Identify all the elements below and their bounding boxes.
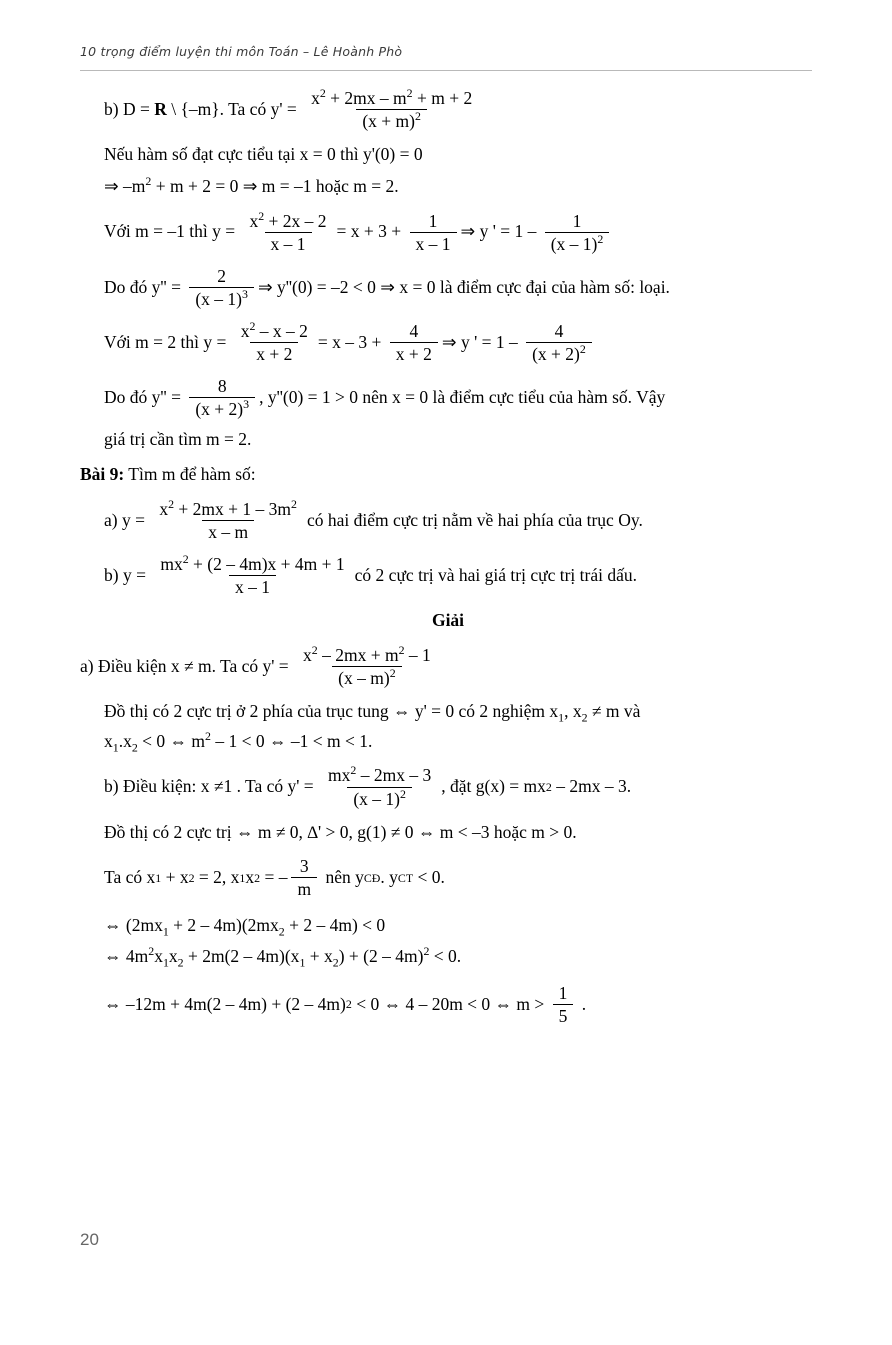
text-sol-b-l5-sub2: 2 bbox=[177, 955, 184, 970]
solution-heading: Giải bbox=[431, 610, 465, 631]
f12-num-b: – 2mx + m bbox=[317, 644, 399, 665]
solution-b-line-6: ⇔ –12m + 4m(2 – 4m) + (2 – 4m) 2 < 0 ⇔ 4 – 20m < 0 ⇔ m > $\frac{1}{5}$ . bbox=[104, 982, 587, 1026]
f9-den-a: (x + 2) bbox=[195, 399, 244, 420]
text-sol-b-l6-a: ⇔ –12m + 4m(2 – 4m) + (2 – 4m) bbox=[104, 993, 346, 1014]
text-sol-b-l4-sub2: 2 bbox=[278, 924, 285, 938]
text-case-m-2-mid2: ⇒ y ' = 1 – bbox=[441, 331, 523, 352]
frac1-num-c: + m + 2 bbox=[412, 88, 473, 108]
text-sol-b-l6-c: . bbox=[577, 993, 587, 1014]
text-sol-a-l2-sup: 2 bbox=[205, 728, 211, 743]
frac1-num-a-sup: 2 bbox=[319, 86, 326, 101]
solution-b-line-4 bbox=[80, 914, 816, 938]
exercise-9-part-b bbox=[80, 554, 816, 597]
text-sol-a-l2-c: < 0 ⇔ m bbox=[137, 730, 206, 751]
text-q-b-pre: b) y = bbox=[104, 564, 151, 585]
frac1-num-b: + 2mx – m bbox=[325, 88, 407, 108]
solution-b-line-3: Ta có x 1 + x 2 = 2, x 1 x 2 = – $\frac{3}{m}$ nên y CĐ . y CT < 0. bbox=[104, 856, 445, 900]
f13-num-sup: 2 bbox=[350, 763, 357, 778]
text-sol-a-l1-b: , x bbox=[564, 701, 582, 722]
fraction-one-over-x-minus-1-sq bbox=[545, 211, 610, 254]
text-sol-b-l6-b: < 0 ⇔ 4 – 20m < 0 ⇔ m > bbox=[351, 993, 549, 1014]
text-sol-b-l3-d: x bbox=[245, 867, 255, 888]
f2-den: x – 1 bbox=[265, 232, 312, 254]
fraction-y-m-2 bbox=[235, 321, 314, 364]
solution-b-line-5 bbox=[80, 945, 816, 969]
paragraph-second-derivative-1 bbox=[80, 266, 816, 309]
f5-den-a: (x – 1) bbox=[195, 288, 242, 309]
f4-den-a: (x – 1) bbox=[550, 233, 598, 254]
f13-num-b: – 2mx – 3 bbox=[356, 765, 432, 786]
f4-num: 1 bbox=[572, 210, 582, 231]
f8-num: 4 bbox=[554, 321, 564, 341]
exercise-9-text: Tìm m để hàm số: bbox=[124, 464, 256, 485]
f10-den: x – m bbox=[202, 520, 254, 542]
f10-num-sup2: 2 bbox=[291, 496, 297, 511]
f2-num-a: x bbox=[249, 210, 259, 231]
text-sol-a-l2-b: .x bbox=[118, 730, 132, 751]
text-sol-b-l5-sub1: 1 bbox=[162, 955, 169, 970]
f3-den: x – 1 bbox=[410, 232, 457, 254]
text-case-m-2-pre: Với m = 2 thì y = bbox=[104, 331, 231, 352]
paragraph-b-domain bbox=[80, 88, 816, 131]
text-case-m-2-mid: = x – 3 + bbox=[317, 331, 386, 352]
f11-den: x – 1 bbox=[229, 575, 276, 597]
text-sol-b-l4-c: + 2 – 4m) < 0 bbox=[284, 914, 386, 935]
f7-den: x + 2 bbox=[390, 342, 438, 364]
f10-num-a: x bbox=[159, 498, 169, 519]
f15-den: 5 bbox=[553, 1004, 574, 1026]
paragraph-extreme-condition bbox=[80, 143, 816, 167]
f13-num-a: mx bbox=[328, 765, 351, 786]
f5-den-sup: 3 bbox=[241, 287, 248, 302]
fraction-three-over-m bbox=[291, 856, 317, 899]
f12-num-c: – 1 bbox=[404, 644, 431, 665]
text-sol-a-l2-sub2: 2 bbox=[131, 740, 138, 755]
text-q-a-pre: a) y = bbox=[104, 509, 150, 530]
text-sol-b-l4-b: + 2 – 4m)(2mx bbox=[168, 914, 279, 935]
exercise-9-heading bbox=[80, 463, 816, 487]
text-sol-b-l3-c: = 2, x bbox=[194, 867, 240, 888]
text-sol-a-l1-a: Đồ thị có 2 cực trị ở 2 phía của trục tung ⇔ y' = 0 có 2 nghiệm x bbox=[104, 701, 559, 722]
frac1-den-a: (x + m) bbox=[362, 111, 415, 132]
text-real-set: R bbox=[154, 98, 167, 119]
f5-num: 2 bbox=[217, 265, 226, 286]
text-solve-b: + m + 2 = 0 ⇒ m = –1 hoặc m = 2. bbox=[151, 175, 399, 196]
solution-b-line-2 bbox=[80, 821, 816, 845]
text-sol-b-l5-sup2: 2 bbox=[423, 944, 430, 959]
text-sol-b-l5-b: x bbox=[154, 946, 163, 967]
text-sol-b-l3-e: = bbox=[260, 867, 279, 888]
text-doday-post: ⇒ y''(0) = –2 < 0 ⇒ x = 0 là điểm cực đại của hàm số: loại. bbox=[257, 276, 670, 297]
text-sol-b-l3-a: Ta có x bbox=[104, 867, 156, 888]
text-sol-b-l5-sub3: 1 bbox=[299, 955, 306, 970]
f11-num-a: mx bbox=[160, 554, 183, 574]
f9-num: 8 bbox=[217, 376, 227, 397]
fraction-second-derivative-1 bbox=[189, 266, 254, 309]
f14-den: m bbox=[291, 877, 317, 899]
text-sol-b-l5-sub4: 2 bbox=[332, 955, 339, 970]
text-doday-pre: Do đó y'' = bbox=[104, 276, 186, 297]
solution-heading-wrap bbox=[80, 609, 816, 633]
fraction-four-over-x-plus-2 bbox=[390, 321, 438, 364]
text-case-m-neg1-pre: Với m = –1 thì y = bbox=[104, 221, 240, 242]
text-sol-b-l2: Đồ thị có 2 cực trị ⇔ m ≠ 0, ∆' > 0, g(1) ≠ 0 ⇔ m < –3 hoặc m > 0. bbox=[104, 821, 577, 842]
text-sol-a-l1-sub1: 1 bbox=[558, 710, 565, 725]
text-sol-a-l2-sub1: 1 bbox=[112, 740, 119, 755]
paragraph-conclusion-m2 bbox=[80, 428, 816, 452]
fraction-q-b bbox=[154, 554, 350, 597]
text-sol-a-l2-d: – 1 < 0 ⇔ –1 < m < 1. bbox=[210, 730, 373, 751]
f12-num-a: x bbox=[303, 644, 312, 665]
f2-num-sup: 2 bbox=[258, 208, 265, 223]
fraction-sol-b-derivative bbox=[322, 765, 437, 808]
f11-num-sup: 2 bbox=[182, 552, 189, 567]
text-solve-a: ⇒ –m bbox=[104, 175, 146, 196]
fraction-sol-a-derivative bbox=[297, 645, 437, 688]
text-q-b-post: có 2 cực trị và hai giá trị cực trị trái dấu. bbox=[354, 564, 637, 585]
text-extreme-condition: Nếu hàm số đạt cực tiểu tại x = 0 thì y'(0) = 0 bbox=[104, 144, 423, 165]
text-sol-b-l5-g: < 0. bbox=[429, 946, 462, 967]
paragraph-solve-m bbox=[80, 175, 816, 199]
text-sol-b-l4-sub1: 1 bbox=[162, 924, 169, 938]
f12-num-sup2: 2 bbox=[398, 643, 405, 658]
text-sol-b-l5-a: ⇔ 4m bbox=[104, 946, 149, 967]
frac1-num-a: x bbox=[311, 88, 320, 108]
f3-num: 1 bbox=[428, 210, 438, 231]
f10-num-b: + 2mx + 1 – 3m bbox=[174, 498, 292, 519]
text-conclusion-m2: giá trị cần tìm m = 2. bbox=[104, 428, 252, 449]
solution-part-a bbox=[80, 645, 816, 688]
text-b-domain-prefix: b) D = bbox=[104, 98, 155, 119]
f8-den-a: (x + 2) bbox=[532, 344, 580, 365]
frac1-num-b-sup: 2 bbox=[406, 86, 413, 101]
f6-den: x + 2 bbox=[250, 342, 298, 364]
f6-num-a: x bbox=[240, 321, 250, 341]
text-sol-a-l1-sub2: 2 bbox=[581, 710, 588, 725]
fraction-one-fifth bbox=[553, 983, 574, 1026]
solution-a-line-2 bbox=[80, 730, 816, 754]
text-sol-a-l1-c: ≠ m và bbox=[587, 701, 641, 722]
text-sol-b-l4-a: ⇔ (2mx bbox=[104, 914, 163, 935]
text-sol-b-l5-e: + x bbox=[305, 946, 333, 967]
paragraph-second-derivative-2 bbox=[80, 376, 816, 419]
fraction-y-m-neg1 bbox=[243, 208, 332, 254]
f12-den-sup: 2 bbox=[389, 666, 396, 681]
fraction-second-derivative-2 bbox=[189, 376, 255, 419]
text-solve-a-sup: 2 bbox=[145, 174, 152, 189]
fraction-q-a bbox=[153, 496, 303, 542]
text-sol-b-l3-h: < 0. bbox=[413, 867, 445, 888]
page-number: 20 bbox=[80, 1230, 99, 1249]
exercise-9-part-a bbox=[80, 496, 816, 542]
paragraph-case-m-2 bbox=[80, 321, 816, 364]
solution-a-line-1 bbox=[80, 700, 816, 724]
solution-part-b: b) Điều kiện: x ≠1 . Ta có y' = $\frac{mx^2 - 2mx - 3}{(x - 1)^2}$ , đặt g(x) = mx 2 – 2mx – 3. bbox=[104, 763, 632, 809]
fraction-derivative-1 bbox=[305, 88, 478, 131]
text-sol-b-l3-minus: – bbox=[278, 867, 288, 888]
f6-num-b: – x – 2 bbox=[255, 321, 308, 341]
text-sol-b-post-a: , đặt g(x) = mx bbox=[441, 776, 546, 797]
text-doday2-pre: Do đó y'' = bbox=[104, 387, 186, 408]
text-q-a-post: có hai điểm cực trị nằm về hai phía của trục Oy. bbox=[306, 509, 643, 530]
f8-den-sup: 2 bbox=[579, 342, 586, 357]
text-sol-a-pre: a) Điều kiện x ≠ m. Ta có y' = bbox=[80, 655, 294, 676]
f12-den-a: (x – m) bbox=[338, 668, 390, 688]
f6-num-sup: 2 bbox=[249, 319, 256, 334]
text-sol-b-post-b: – 2mx – 3. bbox=[551, 776, 632, 797]
exercise-9-label: Bài 9: bbox=[80, 464, 125, 485]
frac1-den-sup: 2 bbox=[414, 109, 421, 124]
f13-den-a: (x – 1) bbox=[353, 788, 400, 809]
text-sol-b-l3-g: . y bbox=[380, 867, 398, 888]
f9-den-sup: 3 bbox=[243, 397, 250, 412]
f13-den-sup: 2 bbox=[399, 786, 406, 801]
text-sol-b-pre: b) Điều kiện: x ≠1 . Ta có y' = bbox=[104, 776, 319, 797]
page-content bbox=[80, 88, 816, 1029]
header-divider bbox=[80, 70, 812, 71]
f15-num: 1 bbox=[558, 982, 568, 1003]
f2-num-b: + 2x – 2 bbox=[264, 210, 327, 231]
text-sol-b-l3-f: nên y bbox=[321, 867, 364, 888]
f11-num-b: + (2 – 4m)x + 4m + 1 bbox=[188, 554, 345, 574]
text-sol-a-l2-a: x bbox=[104, 730, 113, 751]
f14-num: 3 bbox=[299, 856, 309, 877]
text-case-m-neg1-mid2: ⇒ y ' = 1 – bbox=[460, 221, 541, 242]
paragraph-case-m-neg1 bbox=[80, 208, 816, 254]
text-sol-b-l5-f: ) + (2 – 4m) bbox=[338, 946, 424, 967]
running-header: 10 trọng điểm luyện thi môn Toán – Lê Hoành Phò bbox=[80, 44, 403, 59]
fraction-one-over-x-minus-1 bbox=[410, 211, 457, 254]
text-case-m-neg1-mid: = x + 3 + bbox=[336, 221, 406, 242]
text-sol-b-l3-b: + x bbox=[161, 867, 189, 888]
f4-den-sup: 2 bbox=[597, 231, 604, 246]
text-sol-b-l5-c: x bbox=[168, 946, 178, 967]
f7-num: 4 bbox=[409, 321, 419, 341]
text-sol-b-l5-d: + 2m(2 – 4m)(x bbox=[183, 946, 300, 967]
f12-num-sup1: 2 bbox=[311, 643, 318, 658]
fraction-four-over-x-plus-2-sq bbox=[526, 321, 592, 364]
f10-num-sup1: 2 bbox=[168, 496, 175, 511]
text-sol-b-l5-sup1: 2 bbox=[148, 944, 155, 959]
text-b-domain-rest: \ {–m}. Ta có y' = bbox=[166, 98, 302, 119]
text-doday2-post: , y''(0) = 1 > 0 nên x = 0 là điểm cực tiểu của hàm số. Vậy bbox=[259, 387, 666, 408]
